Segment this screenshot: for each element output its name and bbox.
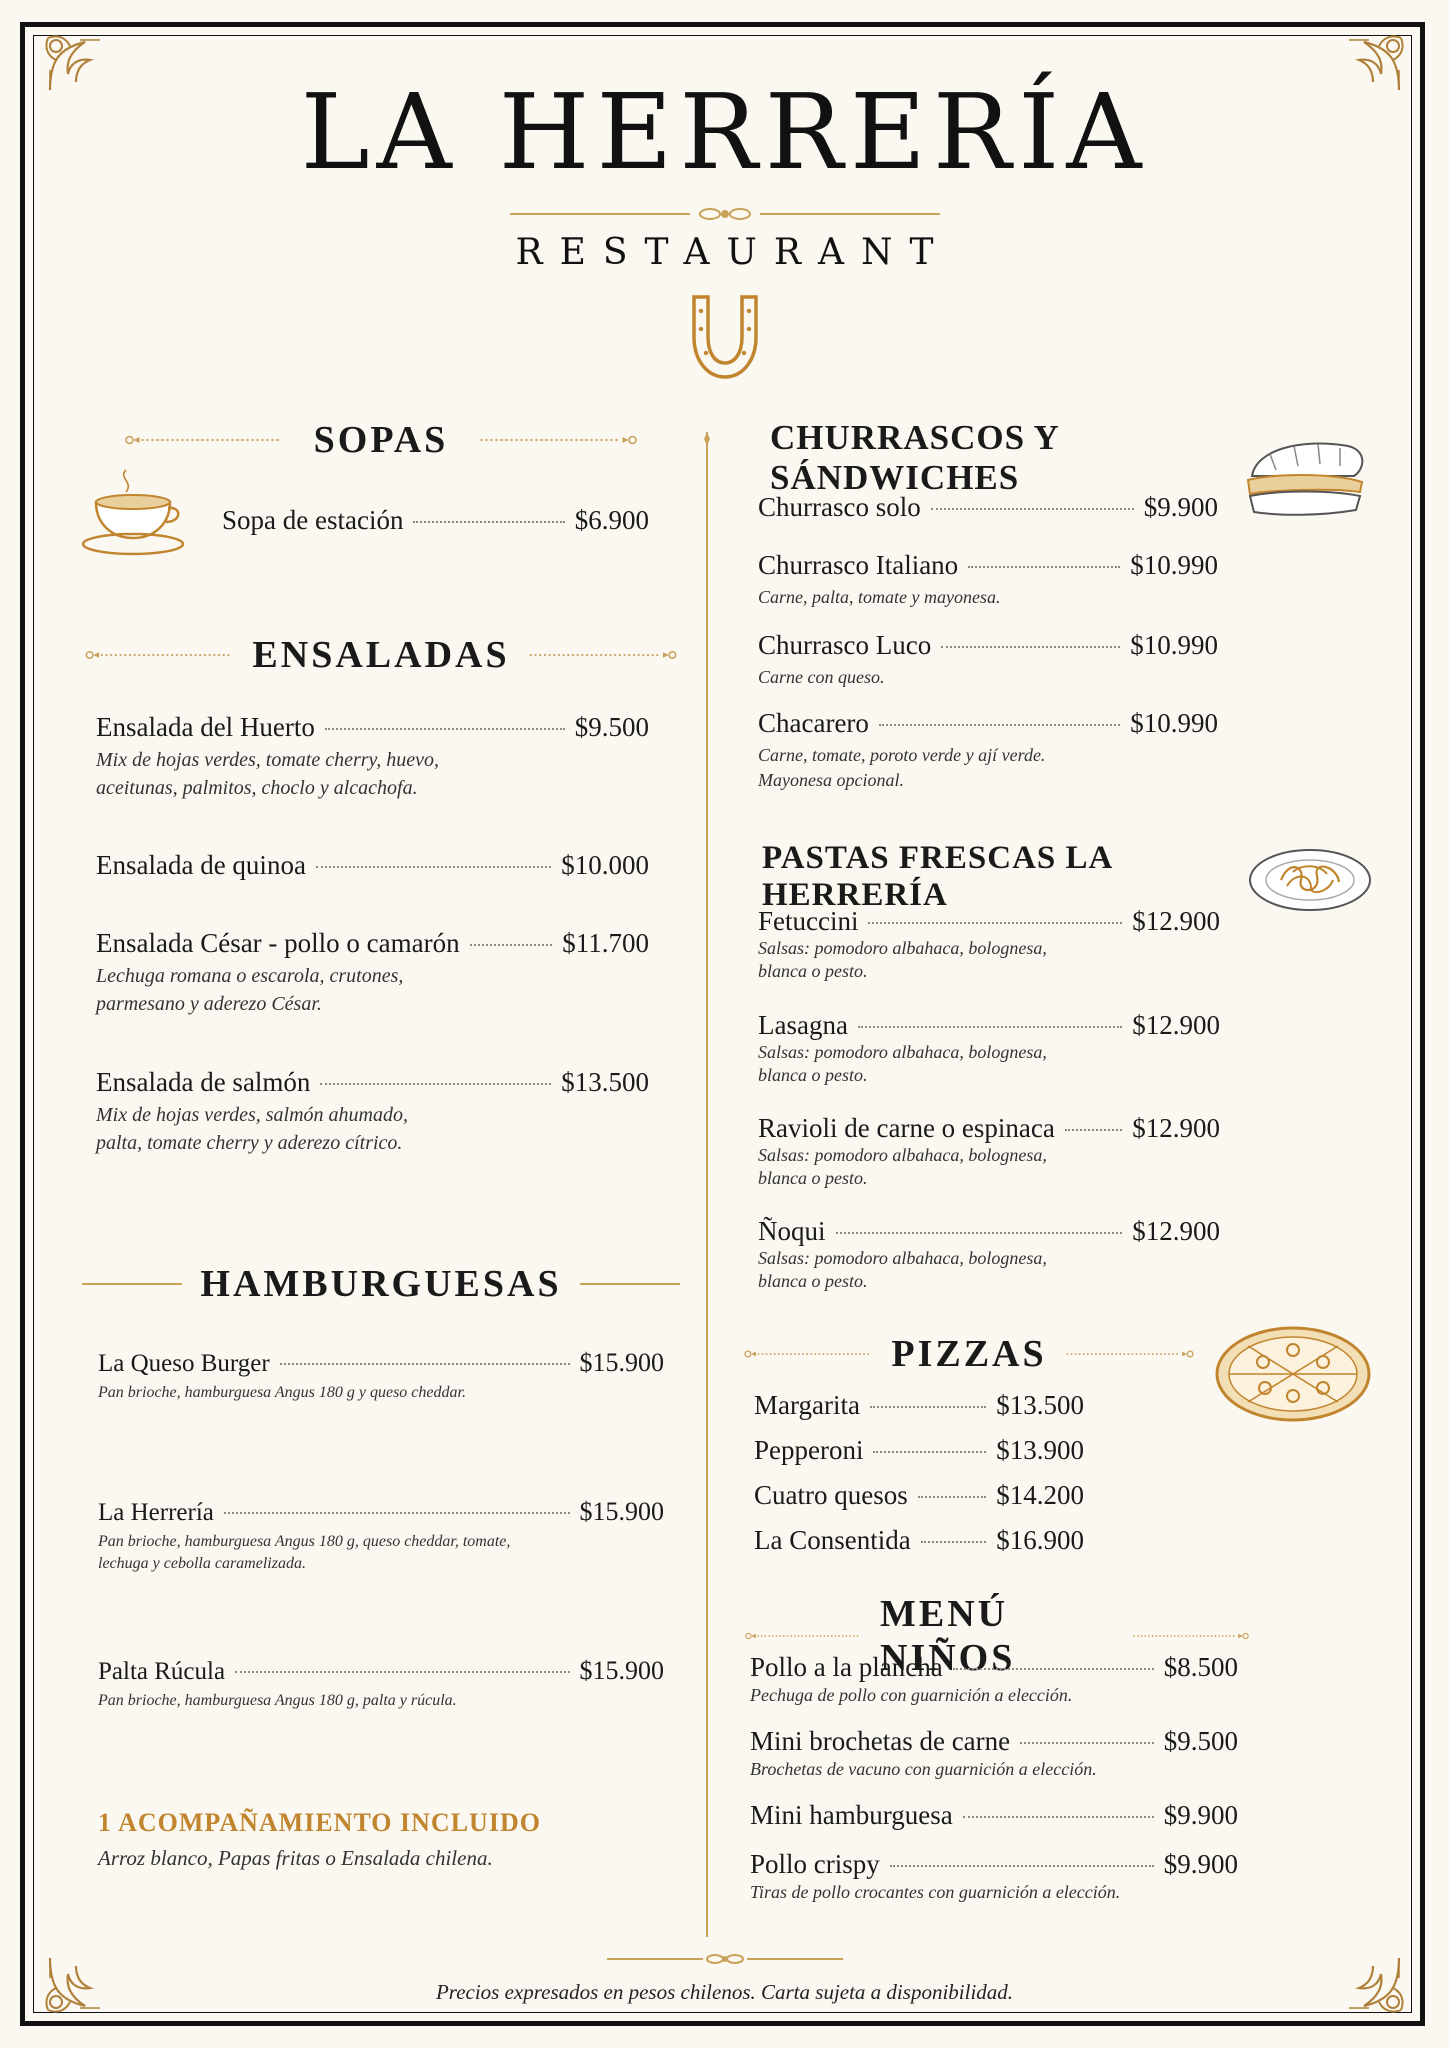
item-price: $9.500 xyxy=(574,712,649,742)
flourish-right-icon xyxy=(466,433,651,447)
item-price: $12.900 xyxy=(1132,1113,1220,1143)
item-name: Mini brochetas de carne xyxy=(750,1725,1011,1756)
soup-cup-icon xyxy=(78,462,188,562)
item-name: Mini hamburguesa xyxy=(750,1799,953,1830)
item-name: Pepperoni xyxy=(754,1435,864,1465)
list-item xyxy=(750,1652,1238,1708)
footer-note: Precios expresados en pesos chilenos. Carta sujeta a disponibilidad. xyxy=(435,1980,1014,2004)
dot-leader xyxy=(1065,1129,1122,1131)
item-price: $12.900 xyxy=(1132,1010,1220,1040)
item-name: Lasagna xyxy=(758,1010,848,1040)
section-sopas xyxy=(96,418,666,462)
ensaladas-list xyxy=(96,928,649,1018)
restaurant-subtitle: RESTAURANT xyxy=(515,232,951,273)
item-name: Palta Rúcula xyxy=(98,1658,226,1685)
flourish-left-icon xyxy=(743,1347,873,1361)
pastas-list xyxy=(758,906,1220,984)
churrascos-list xyxy=(758,630,1218,690)
list-item xyxy=(758,1216,1220,1294)
section-churrascos xyxy=(770,418,1230,498)
item-price: $15.900 xyxy=(579,1348,664,1377)
pizza-icon xyxy=(1213,1318,1373,1428)
list-item xyxy=(754,1435,1084,1466)
section-ensaladas xyxy=(96,633,666,677)
item-price: $11.700 xyxy=(562,928,649,958)
list-item xyxy=(96,712,649,802)
dot-leader xyxy=(224,1512,570,1514)
dot-leader xyxy=(868,922,1122,924)
item-description: Mix de hojas verdes, tomate cherry, huevo, aceitunas, palmitos, choclo y alcachofa. xyxy=(96,749,440,799)
item-price: $13.500 xyxy=(996,1390,1084,1420)
item-name: Pollo a la plancha xyxy=(750,1652,943,1682)
divider-ornament-icon xyxy=(700,432,714,446)
brand-header xyxy=(0,71,1449,389)
hamburguesas-list xyxy=(98,1348,664,1404)
item-description: Mix de hojas verdes, salmón ahumado, palta, tomate cherry y aderezo cítrico. xyxy=(96,1104,408,1154)
item-price: $15.900 xyxy=(579,1656,664,1685)
flourish-right-icon xyxy=(1132,1629,1250,1643)
dot-leader xyxy=(325,728,565,730)
list-item xyxy=(754,1390,1084,1421)
dot-leader xyxy=(931,508,1134,510)
pastas-list xyxy=(758,1113,1220,1191)
ensaladas-list xyxy=(96,1067,649,1157)
item-name: Churrasco Italiano xyxy=(758,550,959,580)
item-name: Pollo crispy xyxy=(750,1848,880,1879)
item-price: $13.900 xyxy=(996,1435,1084,1465)
list-item xyxy=(758,492,1218,523)
item-description: Carne, tomate, poroto verde y ají verde. Mayonesa opcional. xyxy=(758,745,1046,790)
item-price: $10.990 xyxy=(1130,550,1218,580)
list-item xyxy=(98,1656,664,1712)
section-title: SOPAS xyxy=(313,419,449,461)
item-description: Pan brioche, hamburguesa Angus 180 g, queso cheddar, tomate, lechuga y cebolla caramelizada. xyxy=(98,1533,511,1573)
item-description: Salsas: pomodoro albahaca, bolognesa, blanca o pesto. xyxy=(758,938,1047,982)
column-divider xyxy=(706,432,708,1937)
list-item xyxy=(758,630,1218,690)
item-price: $9.900 xyxy=(1143,492,1218,522)
flourish-left-icon xyxy=(111,433,296,447)
item-description: Pechuga de pollo con guarnición a elección. xyxy=(750,1685,1073,1705)
dot-leader xyxy=(890,1865,1154,1867)
sopas-list xyxy=(222,505,649,536)
item-price: $14.200 xyxy=(996,1480,1084,1510)
list-item xyxy=(96,1067,649,1157)
list-item xyxy=(758,1010,1220,1088)
dot-leader xyxy=(836,1232,1123,1234)
item-name: Chacarero xyxy=(758,708,869,738)
section-pastas xyxy=(762,840,1232,914)
item-description: Salsas: pomodoro albahaca, bolognesa, blanca o pesto. xyxy=(758,1042,1047,1086)
item-description: Pan brioche, hamburguesa Angus 180 g y queso cheddar. xyxy=(98,1384,466,1401)
item-name: La Herrería xyxy=(98,1499,214,1526)
list-item xyxy=(98,1497,664,1575)
dot-leader xyxy=(968,566,1120,568)
item-price: $10.000 xyxy=(561,850,649,880)
hamburguesas-list xyxy=(98,1656,664,1712)
section-title: ENSALADAS xyxy=(252,634,510,676)
pastas-list xyxy=(758,1216,1220,1294)
included-side-note xyxy=(98,1808,658,1871)
rule-line xyxy=(82,1283,182,1285)
item-name: Ensalada César - pollo o camarón xyxy=(96,928,460,958)
section-pizzas xyxy=(748,1332,1190,1376)
list-item xyxy=(758,1113,1220,1191)
flourish-left-icon xyxy=(84,648,234,662)
flourish-left-icon xyxy=(744,1629,862,1643)
pizzas-list xyxy=(754,1390,1084,1556)
item-price: $12.900 xyxy=(1132,1216,1220,1246)
dot-leader xyxy=(316,866,551,868)
item-name: Cuatro quesos xyxy=(754,1480,908,1510)
dot-leader xyxy=(413,521,564,523)
item-name: La Queso Burger xyxy=(98,1350,270,1377)
dot-leader xyxy=(235,1671,569,1673)
list-item xyxy=(98,1348,664,1404)
item-price: $15.900 xyxy=(579,1497,664,1526)
item-description: Salsas: pomodoro albahaca, bolognesa, blanca o pesto. xyxy=(758,1145,1047,1189)
item-description: Carne con queso. xyxy=(758,667,885,687)
flourish-right-icon xyxy=(528,648,678,662)
list-item xyxy=(758,708,1218,793)
item-price: $13.500 xyxy=(561,1067,649,1097)
dot-leader xyxy=(320,1083,551,1085)
item-name: Margarita xyxy=(754,1390,860,1420)
dot-leader xyxy=(879,724,1120,726)
item-description: Lechuga romana o escarola, crutones, parmesano y aderezo César. xyxy=(96,965,404,1015)
item-price: $6.900 xyxy=(574,505,649,535)
item-name: Ensalada de salmón xyxy=(96,1067,311,1097)
dot-leader xyxy=(870,1406,986,1408)
dot-leader xyxy=(858,1026,1122,1028)
item-description: Carne, palta, tomate y mayonesa. xyxy=(758,587,1001,607)
dot-leader xyxy=(280,1363,570,1365)
list-item xyxy=(750,1800,1238,1831)
dot-leader xyxy=(963,1816,1154,1818)
item-name: Ensalada del Huerto xyxy=(96,712,315,742)
flourish-rule-icon xyxy=(510,206,940,222)
churrascos-list xyxy=(758,492,1218,523)
dot-leader xyxy=(918,1496,987,1498)
flourish-right-icon xyxy=(1065,1347,1195,1361)
item-name: Ravioli de carne o espinaca xyxy=(758,1113,1055,1143)
item-price: $16.900 xyxy=(996,1525,1084,1555)
section-title: CHURRASCOS Y SÁNDWICHES xyxy=(770,418,1059,497)
list-item xyxy=(96,850,649,881)
item-price: $9.900 xyxy=(1163,1848,1238,1879)
item-name: La Consentida xyxy=(754,1525,911,1555)
list-item xyxy=(758,550,1218,610)
included-title: 1 ACOMPAÑAMIENTO INCLUIDO xyxy=(98,1808,541,1837)
hamburguesas-list xyxy=(98,1497,664,1575)
ninos-list xyxy=(750,1652,1238,1904)
ensaladas-list xyxy=(96,712,649,802)
item-description: Salsas: pomodoro albahaca, bolognesa, blanca o pesto. xyxy=(758,1248,1047,1292)
dot-leader xyxy=(941,646,1120,648)
horseshoe-icon xyxy=(680,289,770,385)
ensaladas-list xyxy=(96,850,649,881)
item-name: Ñoqui xyxy=(758,1216,826,1246)
flourish-rule-icon xyxy=(607,1952,843,1966)
dot-leader xyxy=(953,1668,1154,1670)
list-item xyxy=(754,1480,1084,1511)
dot-leader xyxy=(873,1451,986,1453)
pastas-list xyxy=(758,1010,1220,1088)
section-hamburguesas xyxy=(96,1262,666,1306)
section-title: HAMBURGUESAS xyxy=(200,1263,562,1305)
list-item xyxy=(222,505,649,536)
section-title: PASTAS FRESCAS LA HERRERÍA xyxy=(762,840,1112,913)
item-price: $10.990 xyxy=(1130,630,1218,660)
dot-leader xyxy=(921,1541,987,1543)
item-name: Churrasco Luco xyxy=(758,630,932,660)
churrascos-list xyxy=(758,550,1218,610)
dot-leader xyxy=(470,944,553,946)
section-title: PIZZAS xyxy=(891,1333,1047,1375)
item-name: Ensalada de quinoa xyxy=(96,850,306,880)
item-description: Pan brioche, hamburguesa Angus 180 g, palta y rúcula. xyxy=(98,1692,457,1709)
list-item xyxy=(754,1525,1084,1556)
list-item xyxy=(758,906,1220,984)
churrascos-list xyxy=(758,708,1218,793)
included-description: Arroz blanco, Papas fritas o Ensalada chilena. xyxy=(98,1846,493,1870)
list-item xyxy=(750,1849,1238,1905)
item-description: Tiras de pollo crocantes con guarnición a elección. xyxy=(750,1881,1121,1902)
item-description: Brochetas de vacuno con guarnición a elección. xyxy=(750,1758,1097,1779)
section-title: MENÚ NIÑOS xyxy=(880,1593,1016,1679)
item-price: $9.500 xyxy=(1163,1725,1238,1756)
item-price: $8.500 xyxy=(1163,1652,1238,1682)
item-price: $9.900 xyxy=(1163,1799,1238,1830)
list-item xyxy=(96,928,649,1018)
item-name: Churrasco solo xyxy=(758,492,921,522)
pasta-plate-icon xyxy=(1245,836,1375,916)
item-name: Sopa de estación xyxy=(222,505,404,535)
restaurant-name: LA HERRERÍA xyxy=(300,71,1149,193)
rule-line xyxy=(580,1283,680,1285)
dot-leader xyxy=(1020,1742,1154,1744)
sandwich-icon xyxy=(1240,430,1370,530)
item-price: $10.990 xyxy=(1130,708,1218,738)
item-name: Fetuccini xyxy=(758,906,859,936)
item-price: $12.900 xyxy=(1132,906,1220,936)
list-item xyxy=(750,1726,1238,1782)
